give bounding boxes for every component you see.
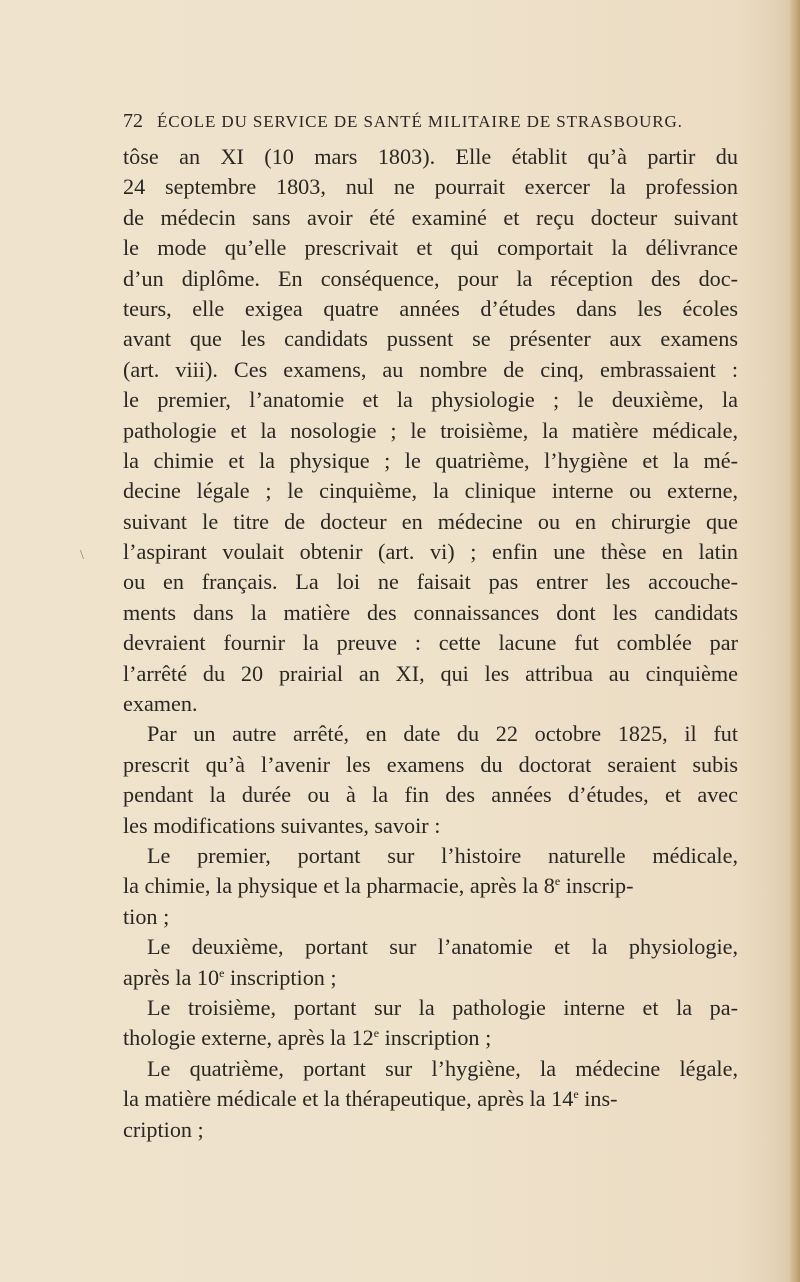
- text-line: examen.: [123, 691, 198, 717]
- text-line: tôse an XI (10 mars 1803). Elle établit qu’à partir du: [123, 144, 738, 169]
- text-line: les modifications suivantes, savoir :: [123, 812, 441, 838]
- text-line: l’aspirant voulait obtenir (art. vi) ; enfin une thèse en latin: [123, 539, 738, 565]
- body-text: [123, 142, 738, 1145]
- text-line-with-ordinal: la chimie, la physique et la pharmacie, après la 8e inscrip-: [123, 873, 634, 899]
- running-title: ÉCOLE DU SERVICE DE SANTÉ MILITAIRE DE STRASBOURG.: [157, 112, 683, 131]
- text-line: pendant la durée ou à la fin des années d’études, et avec: [123, 782, 738, 808]
- text-line: de médecin sans avoir été examiné et reçu docteur suivant: [123, 204, 738, 230]
- text-line: suivant le titre de docteur en médecine ou en chirurgie que: [123, 508, 738, 534]
- text-line: avant que les candidats pussent se présenter aux examens: [123, 326, 738, 352]
- text-line: (art. viii). Ces examens, au nombre de cinq, embrassaient :: [123, 356, 738, 382]
- ordinal-superscript: e: [554, 874, 561, 889]
- text-line: l’arrêté du 20 prairial an XI, qui les attribua au cinquième: [123, 660, 738, 686]
- text-line: devraient fournir la preuve : cette lacune fut comblée par: [123, 630, 738, 656]
- page-number: 72: [123, 110, 143, 132]
- text-line: le premier, l’anatomie et la physiologie ; le deuxième, la: [123, 387, 738, 413]
- text-line: le mode qu’elle prescrivait et qui comportait la délivrance: [123, 235, 738, 261]
- text-line: prescrit qu’à l’avenir les examens du doctorat seraient subis: [123, 751, 738, 777]
- text-line: la chimie et la physique ; le quatrième, l’hygiène et la mé-: [123, 447, 738, 473]
- paragraph-first-line: Le premier, portant sur l’histoire naturelle médicale,: [147, 842, 738, 868]
- paragraph-first-line: Le troisième, portant sur la pathologie interne et la pa-: [147, 994, 738, 1020]
- page-edge-shadow: [790, 0, 800, 1282]
- text-line-with-ordinal: la matière médicale et la thérapeutique, après la 14e ins-: [123, 1086, 618, 1112]
- text-line: ou en français. La loi ne faisait pas entrer les accouche-: [123, 569, 738, 595]
- paragraph-first-line: Le deuxième, portant sur l’anatomie et la physiologie,: [147, 934, 738, 960]
- text-line: tion ;: [123, 903, 170, 929]
- ordinal-superscript: e: [573, 1087, 579, 1102]
- text-line: teurs, elle exigea quatre années d’études dans les écoles: [123, 295, 738, 321]
- ordinal-superscript: e: [219, 965, 225, 980]
- text-line: pathologie et la nosologie ; le troisième, la matière médicale,: [123, 417, 738, 443]
- ordinal-superscript: e: [373, 1026, 380, 1041]
- text-line: 24 septembre 1803, nul ne pourrait exercer la profession: [123, 174, 738, 200]
- text-line-with-ordinal: après la 10e inscription ;: [123, 964, 337, 990]
- running-header: [123, 110, 723, 133]
- paragraph-first-line: Le quatrième, portant sur l’hygiène, la médecine légale,: [147, 1055, 738, 1081]
- text-line: decine légale ; le cinquième, la clinique interne ou externe,: [123, 478, 738, 504]
- margin-pencil-mark: \: [80, 548, 84, 563]
- paragraph-first-line: Par un autre arrêté, en date du 22 octobre 1825, il fut: [147, 721, 738, 747]
- text-line: ments dans la matière des connaissances dont les candidats: [123, 599, 738, 625]
- text-line-with-ordinal: thologie externe, après la 12e inscription ;: [123, 1025, 492, 1051]
- text-line: d’un diplôme. En conséquence, pour la réception des doc-: [123, 265, 738, 291]
- text-line: cription ;: [123, 1116, 204, 1142]
